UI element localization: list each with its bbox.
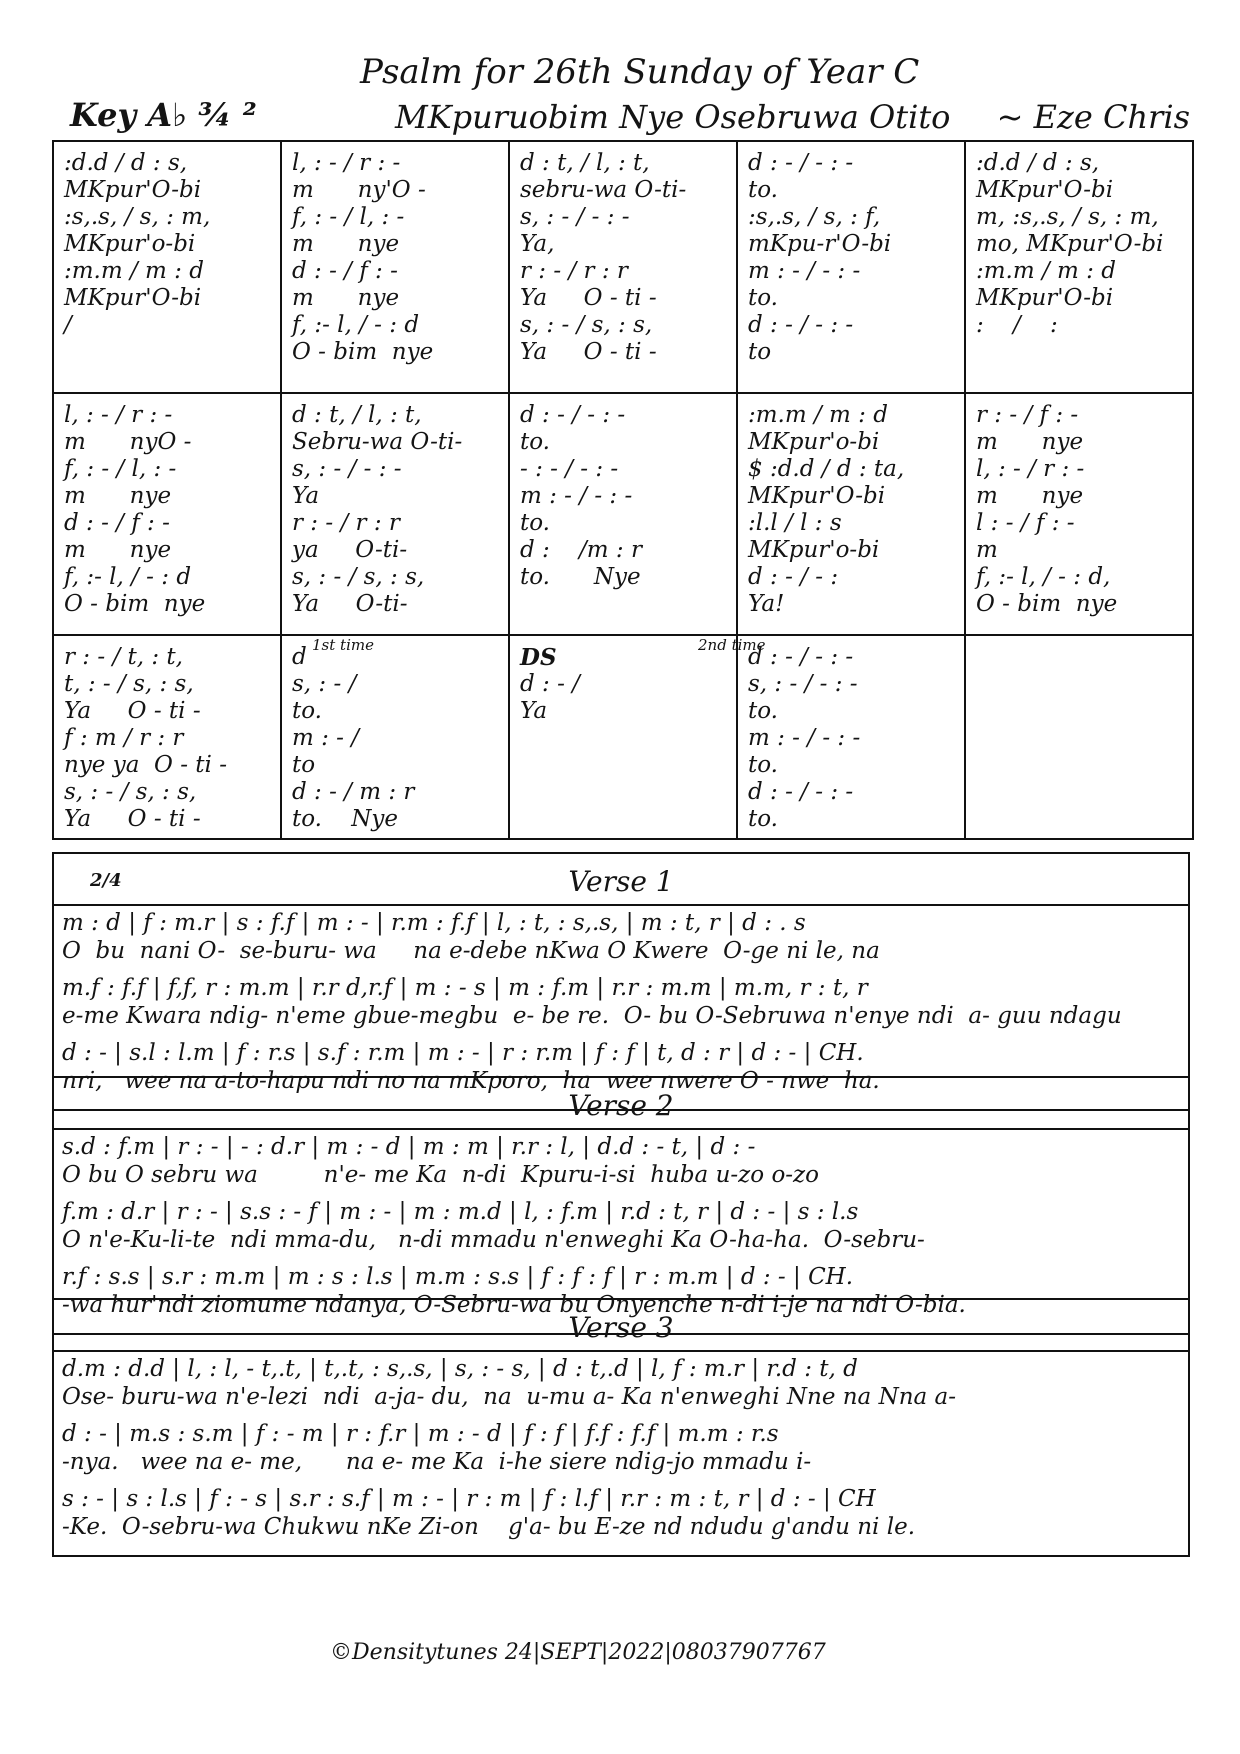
cell-line: m nye	[64, 537, 172, 563]
cell-line: l, : - / r : -	[292, 150, 401, 176]
cell-line: f, :- l, / - : d	[64, 564, 192, 590]
cell-line: : / :	[976, 312, 1058, 338]
cell-line: to	[292, 752, 316, 778]
cell-line: m : - / - : -	[748, 258, 861, 284]
cell-line: Ya O-ti-	[292, 591, 408, 617]
cell-line: r : - / t, : t,	[64, 644, 183, 670]
cell-line: d : - / f : -	[292, 258, 398, 284]
grid-cell	[966, 394, 1192, 634]
cell-line: d : - / - : -	[520, 402, 626, 428]
solfa-line: s : - | s : l.s | f : - s | s.r : s.f | m : - | r : m | f : l.f | r.r : m : t, r | d : - | CH	[62, 1486, 876, 1512]
lyrics-line: Ose- buru-wa n'e-lezi ndi a-ja- du, na u-mu a- Ka n'enweghi Nne na Nna a-	[62, 1384, 957, 1410]
cell-line: MKpur'o-bi	[748, 537, 880, 563]
solfa-line: m.f : f.f | f,f, r : m.m | r.r d,r.f | m : - s | m : f.m | r.r : m.m | m.m, r : t, r	[62, 975, 868, 1001]
cell-line: to	[748, 339, 772, 365]
cell-line: MKpur'o-bi	[64, 231, 196, 257]
cell-line: MKpur'o-bi	[748, 429, 880, 455]
cell-line: MKpur'O-bi	[64, 285, 202, 311]
key-signature: Key A♭ ¾ ²	[70, 96, 257, 134]
grid-cell	[698, 636, 966, 838]
grid-cell	[966, 142, 1192, 392]
cell-line: - : - / - : -	[520, 456, 619, 482]
refrain-grid	[52, 140, 1194, 840]
cell-line: /	[64, 312, 72, 338]
cell-line: f, :- l, / - : d,	[976, 564, 1111, 590]
cell-line: to. Nye	[520, 564, 641, 590]
verse-heading: Verse 1	[52, 852, 1190, 904]
solfa-line: f.m : d.r | r : - | s.s : - f | m : - | m : m.d | l, : f.m | r.d : t, r | d : - | s : l.s	[62, 1199, 859, 1225]
cell-line: m : - / - : -	[748, 725, 861, 751]
cell-line: MKpur'O-bi	[64, 177, 202, 203]
cell-line: s, : - / s, : s,	[64, 779, 197, 805]
cell-line: m nye	[976, 483, 1084, 509]
grid-cell	[282, 142, 510, 392]
solfa-line: s.d : f.m | r : - | - : d.r | m : - d | m : m | r.r : l, | d.d : - t, | d : -	[62, 1134, 756, 1160]
grid-cell	[54, 394, 282, 634]
cell-line: m nye	[292, 231, 400, 257]
cell-line: ya O-ti-	[292, 537, 408, 563]
cell-line: MKpur'O-bi	[976, 285, 1114, 311]
cell-line: d : - / - :	[748, 564, 839, 590]
cell-line: d	[292, 644, 307, 670]
cell-line: m nye	[64, 483, 172, 509]
cell-line: l, : - / r : -	[976, 456, 1085, 482]
cell-line: :d.d / d : s,	[976, 150, 1100, 176]
cell-line: to.	[520, 429, 550, 455]
cell-line: Ya O - ti -	[64, 698, 201, 724]
cell-line: Ya O - ti -	[520, 339, 657, 365]
grid-cell	[738, 142, 966, 392]
cell-line: Ya O - ti -	[520, 285, 657, 311]
cell-line: Ya!	[748, 591, 785, 617]
cell-line: d : - / - : -	[748, 312, 854, 338]
cell-line: s, : - / - : -	[520, 204, 630, 230]
cell-line: :d.d / d : s,	[64, 150, 188, 176]
composer: ~ Eze Chris	[996, 98, 1190, 136]
cell-line: d : - / - : -	[748, 150, 854, 176]
cell-line: MKpur'O-bi	[748, 483, 886, 509]
grid-cell	[282, 394, 510, 634]
cell-line: MKpur'O-bi	[976, 177, 1114, 203]
cell-line: to.	[748, 752, 778, 778]
grid-cell	[510, 394, 738, 634]
grid-cell	[738, 394, 966, 634]
cell-line: l : - / f : -	[976, 510, 1075, 536]
verse-body	[52, 1350, 1190, 1557]
cell-line: DS	[520, 644, 557, 671]
cell-line: to.	[292, 698, 322, 724]
cell-line: m	[976, 537, 998, 563]
cell-line: s, : - / s, : s,	[292, 564, 425, 590]
cell-line: t, : - / s, : s,	[64, 671, 194, 697]
cell-line: O - bim nye	[292, 339, 434, 365]
cell-line: sebru-wa O-ti-	[520, 177, 687, 203]
cell-line: :l.l / l : s	[748, 510, 842, 536]
cell-line: m, :s,.s, / s, : m,	[976, 204, 1159, 230]
cell-line: s, : - / - : -	[292, 456, 402, 482]
solfa-line: d : - | s.l : l.m | f : r.s | s.f : r.m | m : - | r : r.m | f : f | t, d : r | d : - | CH.	[62, 1040, 864, 1066]
page-title: Psalm for 26th Sunday of Year C	[360, 52, 920, 92]
cell-line: f, :- l, / - : d	[292, 312, 420, 338]
cell-line: m nyO -	[64, 429, 192, 455]
cell-line: $ :d.d / d : ta,	[748, 456, 905, 482]
song-title: MKpuruobim Nye Osebruwa Otito	[395, 98, 951, 136]
solfa-line: r.f : s.s | s.r : m.m | m : s : l.s | m.m : s.s | f : f : f | r : m.m | d : - | CH.	[62, 1264, 854, 1290]
cell-line: to.	[748, 806, 778, 832]
cell-line: d : - / - : -	[748, 644, 854, 670]
grid-cell	[282, 636, 510, 838]
cell-line: to.	[748, 285, 778, 311]
lyrics-line: nri, wee na a-to-hapu ndi no na mKporo, ha wee nwere O - nwe ha.	[62, 1068, 880, 1094]
cell-line: Ya O - ti -	[64, 806, 201, 832]
header	[60, 40, 1190, 140]
solfa-line: d.m : d.d | l, : l, - t,.t, | t,.t, : s,.s, | s, : - s, | d : t,.d | l, f : m.r | r.d : t, d	[62, 1356, 858, 1382]
cell-line: m : - / - : -	[520, 483, 633, 509]
lyrics-line: -Ke. O-sebru-wa Chukwu nKe Zi-on g'a- bu E-ze nd ndudu g'andu ni le.	[62, 1514, 915, 1540]
cell-line: m nye	[292, 285, 400, 311]
solfa-line: d : - | m.s : s.m | f : - m | r : f.r | m : - d | f : f | f.f : f.f | m.m : r.s	[62, 1421, 779, 1447]
cell-line: d : t, / l, : t,	[520, 150, 650, 176]
cell-line: m ny'O -	[292, 177, 426, 203]
cell-line: s, : - / s, : s,	[520, 312, 653, 338]
verse-heading: Verse 2	[52, 1076, 1190, 1128]
grid-cell	[510, 142, 738, 392]
cell-line: r : - / r : r	[520, 258, 628, 284]
lyrics-line: -nya. wee na e- me, na e- me Ka i-he siere ndig-jo mmadu i-	[62, 1449, 812, 1475]
grid-row	[54, 394, 1192, 636]
lyrics-line: O bu O sebru wa n'e- me Ka n-di Kpuru-i-si huba u-zo o-zo	[62, 1162, 820, 1188]
cell-line: nye ya O - ti -	[64, 752, 227, 778]
cell-line: to.	[520, 510, 550, 536]
cell-line: Ya	[520, 698, 548, 724]
cell-line: s, : - /	[292, 671, 357, 697]
grid-cell	[966, 636, 1192, 838]
cell-line: to.	[748, 698, 778, 724]
verse-heading: Verse 3	[52, 1298, 1190, 1350]
cell-line: O - bim nye	[64, 591, 206, 617]
cell-line: Ya,	[520, 231, 555, 257]
cell-line: d : t, / l, : t,	[292, 402, 422, 428]
grid-cell	[54, 142, 282, 392]
grid-cell	[54, 636, 282, 838]
lyrics-line: O n'e-Ku-li-te ndi mma-du, n-di mmadu n'enweghi Ka O-ha-ha. O-sebru-	[62, 1227, 925, 1253]
grid-cell	[510, 636, 738, 838]
grid-row	[54, 636, 1192, 838]
cell-line: f, : - / l, : -	[292, 204, 405, 230]
lyrics-line: O bu nani O- se-buru- wa na e-debe nKwa O Kwere O-ge ni le, na	[62, 938, 880, 964]
cell-line: d : /m : r	[520, 537, 642, 563]
cell-line: m : - /	[292, 725, 360, 751]
cell-line: d : - / m : r	[292, 779, 415, 805]
cell-line: to.	[748, 177, 778, 203]
second-time-label: 2nd time	[698, 636, 766, 654]
copyright-footer: ©Densitytunes 24|SEPT|2022|08037907767	[330, 1640, 826, 1665]
first-time-label: 1st time	[312, 636, 374, 654]
cell-line: l, : - / r : -	[64, 402, 173, 428]
cell-line: mo, MKpur'O-bi	[976, 231, 1164, 257]
cell-line: :m.m / m : d	[64, 258, 204, 284]
cell-line: Ya	[292, 483, 320, 509]
cell-line: r : - / r : r	[292, 510, 400, 536]
cell-line: s, : - / - : -	[748, 671, 858, 697]
lyrics-line: -wa hur'ndi ziomume ndanya, O-Sebru-wa bu Onyenche n-di i-je na ndi O-bia.	[62, 1292, 966, 1318]
cell-line: d : - / f : -	[64, 510, 170, 536]
cell-line: r : - / f : -	[976, 402, 1079, 428]
time-signature: 2/4	[90, 870, 122, 891]
cell-line: d : - / - : -	[748, 779, 854, 805]
cell-line: d : - /	[520, 671, 580, 697]
grid-row	[54, 142, 1192, 394]
cell-line: to. Nye	[292, 806, 398, 832]
cell-line: f, : - / l, : -	[64, 456, 177, 482]
solfa-line: m : d | f : m.r | s : f.f | m : - | r.m : f.f | l, : t, : s,.s, | m : t, r | d : . s	[62, 910, 806, 936]
cell-line: :m.m / m : d	[976, 258, 1116, 284]
lyrics-line: e-me Kwara ndig- n'eme gbue-megbu e- be re. O- bu O-Sebruwa n'enye ndi a- guu ndagu	[62, 1003, 1122, 1029]
cell-line: m nye	[976, 429, 1084, 455]
cell-line: f : m / r : r	[64, 725, 184, 751]
cell-line: mKpu-r'O-bi	[748, 231, 892, 257]
cell-line: :s,.s, / s, : m,	[64, 204, 211, 230]
cell-line: Sebru-wa O-ti-	[292, 429, 463, 455]
cell-line: :s,.s, / s, : f,	[748, 204, 881, 230]
cell-line: :m.m / m : d	[748, 402, 888, 428]
cell-line: O - bim nye	[976, 591, 1118, 617]
